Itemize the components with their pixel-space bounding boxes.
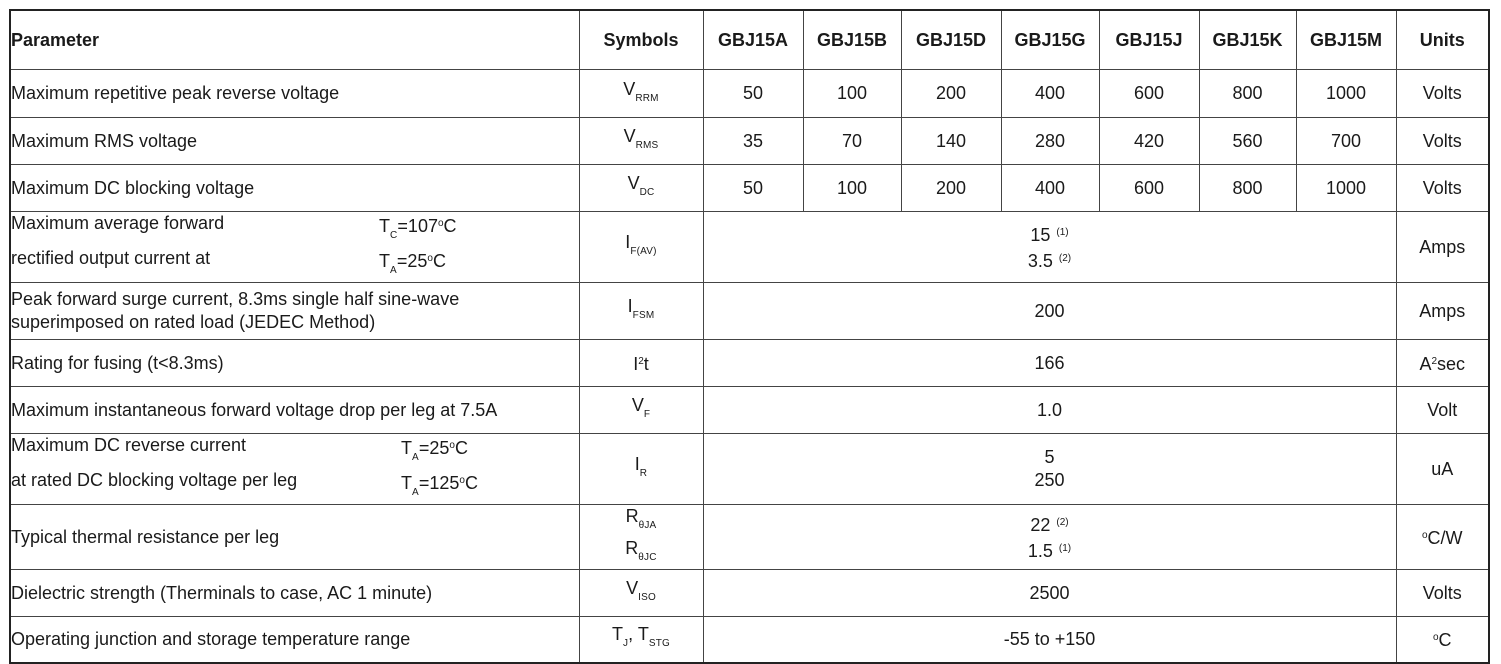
unit-tail: sec xyxy=(1437,354,1466,374)
footnote-ref: (1) xyxy=(1058,543,1072,554)
condition-value: =125 xyxy=(418,473,460,493)
table-row xyxy=(10,70,1489,118)
table-row xyxy=(10,617,1489,663)
value-line: 250 xyxy=(1034,470,1065,490)
value-text: 22 xyxy=(1030,515,1051,535)
degree-symbol: o xyxy=(437,218,444,229)
condition-ta xyxy=(401,434,468,469)
unit-cell xyxy=(1396,340,1489,387)
unit-cell: Amps xyxy=(1396,212,1489,283)
symbol-cell xyxy=(579,165,703,212)
unit-cell: Volts xyxy=(1396,570,1489,617)
unit-cell xyxy=(1396,505,1489,570)
param-line xyxy=(11,212,579,247)
symbol-subscript: θJC xyxy=(638,552,657,563)
symbol-subscript: θJA xyxy=(638,520,657,531)
table-row xyxy=(10,570,1489,617)
value-line xyxy=(704,511,1396,537)
header-parameter: Parameter xyxy=(10,10,579,70)
condition-value: =107 xyxy=(397,216,438,236)
value-cell: 420 xyxy=(1099,118,1199,165)
symbol-subscript: J xyxy=(622,638,629,650)
value-text: 1.5 xyxy=(1027,541,1053,561)
symbol-subscript: R xyxy=(639,468,648,479)
value-cell: 1000 xyxy=(1296,165,1396,212)
symbol-cell xyxy=(579,570,703,617)
value-line: 5 xyxy=(1044,447,1055,467)
value-line xyxy=(704,247,1396,273)
condition-unit: C xyxy=(432,251,446,271)
param-label xyxy=(10,434,579,505)
symbol-cell xyxy=(579,434,703,505)
header-model-gbj15g: GBJ15G xyxy=(1001,10,1099,70)
header-symbols: Symbols xyxy=(579,10,703,70)
param-label-line1: Maximum DC reverse current xyxy=(11,435,247,455)
value-cell: 50 xyxy=(703,70,803,118)
symbol-main: I xyxy=(634,454,640,474)
unit-cell: Volts xyxy=(1396,118,1489,165)
condition-symbol: T xyxy=(401,473,412,493)
param-label: Maximum RMS voltage xyxy=(10,118,579,165)
symbol-main: V xyxy=(627,173,640,193)
value-cell: 100 xyxy=(803,70,901,118)
value-cell: 70 xyxy=(803,118,901,165)
value-cell: 700 xyxy=(1296,118,1396,165)
unit-main: A xyxy=(1419,354,1432,374)
unit-cell: uA xyxy=(1396,434,1489,505)
symbol-superscript: 2 xyxy=(638,356,644,367)
symbol-subscript: ISO xyxy=(638,592,656,603)
symbol-cell xyxy=(579,505,703,570)
param-line xyxy=(11,434,579,469)
symbol-subscript: FSM xyxy=(632,310,655,321)
param-label-line1: Peak forward surge current, 8.3ms single half sine-wave xyxy=(11,289,460,309)
symbol-main: V xyxy=(631,395,644,415)
value-text: 3.5 xyxy=(1027,251,1053,271)
table-row xyxy=(10,340,1489,387)
condition-unit: C xyxy=(454,438,468,458)
table-row xyxy=(10,387,1489,434)
param-label: Dielectric strength (Therminals to case, AC 1 minute) xyxy=(10,570,579,617)
header-row xyxy=(10,10,1489,70)
param-label xyxy=(10,212,579,283)
footnote-ref: (1) xyxy=(1056,227,1069,238)
value-cell: 2500 xyxy=(703,570,1396,617)
header-model-gbj15k: GBJ15K xyxy=(1199,10,1296,70)
header-model-gbj15b: GBJ15B xyxy=(803,10,901,70)
param-label-line2: at rated DC blocking voltage per leg xyxy=(11,470,298,490)
symbol-cell xyxy=(579,70,703,118)
param-label xyxy=(10,283,579,340)
symbol-main: V xyxy=(623,78,636,99)
symbol-main: I xyxy=(627,296,633,316)
degree-symbol: o xyxy=(449,440,455,451)
condition-subscript: C xyxy=(390,230,398,241)
value-cell: 1.0 xyxy=(703,387,1396,434)
value-cell: 280 xyxy=(1001,118,1099,165)
unit-cell xyxy=(1396,617,1489,663)
header-model-gbj15m: GBJ15M xyxy=(1296,10,1396,70)
param-label: Maximum instantaneous forward voltage drop per leg at 7.5A xyxy=(10,387,579,434)
param-label: Typical thermal resistance per leg xyxy=(10,505,579,570)
symbol-main: V xyxy=(623,126,636,146)
degree-symbol: o xyxy=(427,253,433,264)
symbol-line xyxy=(580,505,703,537)
table-row xyxy=(10,283,1489,340)
unit-superscript: 2 xyxy=(1431,356,1438,367)
param-label: Operating junction and storage temperature range xyxy=(10,617,579,663)
header-units: Units xyxy=(1396,10,1489,70)
symbol-subscript: RRM xyxy=(635,92,659,104)
symbol-main: R xyxy=(625,506,639,526)
value-cell xyxy=(703,212,1396,283)
degree-symbol: o xyxy=(1432,632,1439,644)
condition-ta xyxy=(379,247,446,282)
condition-unit: C xyxy=(443,216,457,236)
value-cell: 800 xyxy=(1199,165,1296,212)
value-cell: 140 xyxy=(901,118,1001,165)
value-cell: 100 xyxy=(803,165,901,212)
table-row xyxy=(10,165,1489,212)
unit-tail: C xyxy=(1438,630,1452,651)
param-label: Rating for fusing (t<8.3ms) xyxy=(10,340,579,387)
symbol-main: T xyxy=(611,624,623,645)
header-model-gbj15j: GBJ15J xyxy=(1099,10,1199,70)
symbol-main: R xyxy=(625,538,639,558)
value-cell: 200 xyxy=(703,283,1396,340)
unit-cell: Volts xyxy=(1396,70,1489,118)
value-cell: 166 xyxy=(703,340,1396,387)
condition-value: =25 xyxy=(396,251,428,271)
symbol-main: I xyxy=(625,232,631,252)
value-cell: 800 xyxy=(1199,70,1296,118)
condition-subscript: A xyxy=(412,487,419,498)
param-label-line2: rectified output current at xyxy=(11,248,211,268)
unit-cell: Amps xyxy=(1396,283,1489,340)
header-model-gbj15d: GBJ15D xyxy=(901,10,1001,70)
symbol-subscript: F(AV) xyxy=(630,246,657,257)
condition-symbol: T xyxy=(379,251,390,271)
unit-tail: C/W xyxy=(1427,528,1463,548)
symbol-cell xyxy=(579,212,703,283)
symbol-cell xyxy=(579,387,703,434)
symbol-subscript: RMS xyxy=(635,140,659,151)
symbol-cell xyxy=(579,617,703,663)
symbol-cell xyxy=(579,118,703,165)
value-cell: 560 xyxy=(1199,118,1296,165)
symbol-line xyxy=(580,537,703,569)
value-cell: 200 xyxy=(901,165,1001,212)
symbol-subscript: DC xyxy=(639,187,655,198)
value-cell: 400 xyxy=(1001,70,1099,118)
value-cell xyxy=(703,505,1396,570)
symbol-main: V xyxy=(626,578,639,598)
condition-value: =25 xyxy=(418,438,450,458)
value-cell xyxy=(703,434,1396,505)
footnote-ref: (2) xyxy=(1056,517,1069,528)
value-cell: 600 xyxy=(1099,165,1199,212)
symbol-separator: , xyxy=(628,624,638,645)
header-model-gbj15a: GBJ15A xyxy=(703,10,803,70)
condition-unit: C xyxy=(464,473,478,493)
param-line xyxy=(11,469,579,504)
condition-subscript: A xyxy=(390,265,397,276)
unit-cell: Volt xyxy=(1396,387,1489,434)
footnote-ref: (2) xyxy=(1058,253,1072,264)
value-cell: 600 xyxy=(1099,70,1199,118)
condition-ta xyxy=(401,469,478,504)
symbol-main: I xyxy=(633,354,639,374)
param-label: Maximum repetitive peak reverse voltage xyxy=(10,70,579,118)
value-cell: 50 xyxy=(703,165,803,212)
value-cell: 1000 xyxy=(1296,70,1396,118)
param-label-line1: Maximum average forward xyxy=(11,213,225,233)
table-row xyxy=(10,118,1489,165)
symbol-tail: t xyxy=(643,354,649,374)
symbol-cell xyxy=(579,340,703,387)
ratings-table xyxy=(9,9,1490,664)
value-cell: 200 xyxy=(901,70,1001,118)
table-row xyxy=(10,434,1489,505)
symbol-main: T xyxy=(637,624,649,645)
value-cell: -55 to +150 xyxy=(703,617,1396,663)
symbol-cell xyxy=(579,283,703,340)
param-label: Maximum DC blocking voltage xyxy=(10,165,579,212)
symbol-subscript: F xyxy=(643,409,651,420)
value-cell: 400 xyxy=(1001,165,1099,212)
condition-symbol: T xyxy=(401,438,412,458)
value-line xyxy=(704,537,1396,563)
value-line xyxy=(704,221,1396,247)
table-row xyxy=(10,505,1489,570)
degree-symbol: o xyxy=(459,475,465,486)
value-text: 15 xyxy=(1030,225,1051,245)
param-label-line2: superimposed on rated load (JEDEC Method) xyxy=(11,312,376,332)
value-cell: 35 xyxy=(703,118,803,165)
condition-tc xyxy=(379,212,457,247)
unit-cell: Volts xyxy=(1396,165,1489,212)
table-row xyxy=(10,212,1489,283)
symbol-subscript: STG xyxy=(648,638,671,650)
degree-symbol: o xyxy=(1421,530,1428,541)
condition-symbol: T xyxy=(379,216,390,236)
param-line xyxy=(11,247,579,282)
condition-subscript: A xyxy=(412,452,419,463)
